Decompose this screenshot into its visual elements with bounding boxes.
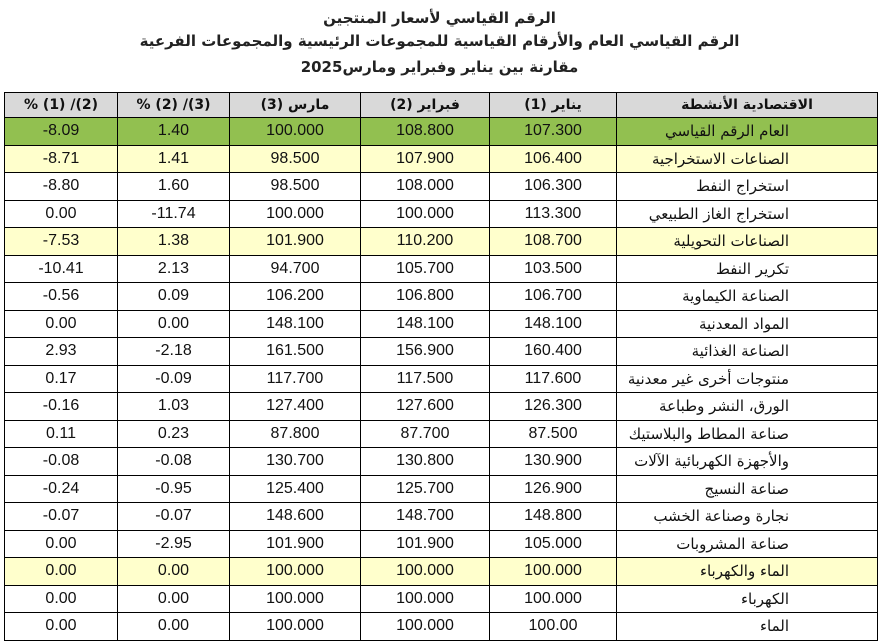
cell-february: 127.600	[361, 393, 490, 421]
cell-january: 148.800	[490, 503, 617, 531]
cell-march: 117.700	[230, 365, 361, 393]
cell-january: 148.100	[490, 310, 617, 338]
table-row	[5, 503, 878, 531]
cell-activity-name: الصناعة الغذائية	[617, 338, 878, 366]
cell-activity-name: العام الرقم القياسي	[617, 118, 878, 146]
cell-february: 108.800	[361, 118, 490, 146]
cell-pct-12: -0.07	[5, 503, 118, 531]
cell-pct-32: -0.07	[118, 503, 230, 531]
cell-pct-32: 1.38	[118, 228, 230, 256]
table-row	[5, 145, 878, 173]
table-row	[5, 338, 878, 366]
report-titles	[0, 0, 879, 80]
cell-march: 148.100	[230, 310, 361, 338]
cell-january: 105.000	[490, 530, 617, 558]
table-row	[5, 530, 878, 558]
cell-pct-32: 0.00	[118, 310, 230, 338]
cell-january: 103.500	[490, 255, 617, 283]
cell-march: 127.400	[230, 393, 361, 421]
cell-january: 100.000	[490, 558, 617, 586]
cell-january: 87.500	[490, 420, 617, 448]
cell-february: 108.000	[361, 173, 490, 201]
cell-february: 148.100	[361, 310, 490, 338]
header-activity: الاقتصادية الأنشطة	[617, 93, 878, 118]
table-row	[5, 310, 878, 338]
cell-pct-12: -0.56	[5, 283, 118, 311]
cell-february: 100.000	[361, 200, 490, 228]
table-row	[5, 228, 878, 256]
report-comparison-title: مقارنة بين يناير وفبراير ومارس2025	[300, 58, 579, 76]
cell-march: 87.800	[230, 420, 361, 448]
cell-pct-32: 0.09	[118, 283, 230, 311]
header-february: فبراير (2)	[361, 93, 490, 118]
table-row	[5, 613, 878, 641]
cell-february: 130.800	[361, 448, 490, 476]
header-march: مارس (3)	[230, 93, 361, 118]
cell-february: 100.000	[361, 613, 490, 641]
cell-pct-32: 0.00	[118, 613, 230, 641]
table-row	[5, 283, 878, 311]
cell-pct-32: 0.00	[118, 585, 230, 613]
table-row	[5, 200, 878, 228]
cell-march: 98.500	[230, 173, 361, 201]
cell-march: 130.700	[230, 448, 361, 476]
cell-january: 130.900	[490, 448, 617, 476]
cell-pct-12: -7.53	[5, 228, 118, 256]
cell-activity-name: الصناعات التحويلية	[617, 228, 878, 256]
table-row	[5, 475, 878, 503]
cell-february: 105.700	[361, 255, 490, 283]
cell-pct-32: 1.60	[118, 173, 230, 201]
cell-pct-32: 2.13	[118, 255, 230, 283]
header-pct-32: % (2) /(3)	[118, 93, 230, 118]
report-title: الرقم القياسي لأسعار المنتجين	[323, 9, 556, 27]
report-subtitle: الرقم القياسي العام والأرقام القياسية للمجموعات الرئيسية والمجموعات الفرعية	[139, 32, 740, 50]
cell-march: 94.700	[230, 255, 361, 283]
header-january: يناير (1)	[490, 93, 617, 118]
cell-pct-12: -8.09	[5, 118, 118, 146]
cell-pct-12: 0.00	[5, 613, 118, 641]
cell-february: 100.000	[361, 585, 490, 613]
cell-pct-32: -11.74	[118, 200, 230, 228]
cell-february: 87.700	[361, 420, 490, 448]
cell-pct-12: -10.41	[5, 255, 118, 283]
cell-february: 101.900	[361, 530, 490, 558]
cell-activity-name: الصناعة الكيماوية	[617, 283, 878, 311]
cell-pct-12: 0.00	[5, 585, 118, 613]
cell-pct-12: 0.00	[5, 200, 118, 228]
cell-march: 106.200	[230, 283, 361, 311]
cell-pct-32: 0.00	[118, 558, 230, 586]
cell-activity-name: منتوجات أخرى غير معدنية	[617, 365, 878, 393]
table-body	[5, 118, 878, 641]
cell-pct-12: -0.08	[5, 448, 118, 476]
table-row	[5, 173, 878, 201]
table-row	[5, 255, 878, 283]
cell-activity-name: استخراج الغاز الطبيعي	[617, 200, 878, 228]
cell-pct-32: 1.03	[118, 393, 230, 421]
cell-february: 125.700	[361, 475, 490, 503]
cell-pct-32: 1.41	[118, 145, 230, 173]
cell-january: 117.600	[490, 365, 617, 393]
cell-march: 161.500	[230, 338, 361, 366]
table-row	[5, 420, 878, 448]
cell-activity-name: والأجهزة الكهربائية الآلات	[617, 448, 878, 476]
cell-activity-name: الصناعات الاستخراجية	[617, 145, 878, 173]
table-row	[5, 448, 878, 476]
cell-january: 108.700	[490, 228, 617, 256]
cell-pct-12: -8.71	[5, 145, 118, 173]
cell-march: 100.000	[230, 200, 361, 228]
cell-january: 106.700	[490, 283, 617, 311]
table-row	[5, 393, 878, 421]
cell-pct-12: 0.00	[5, 558, 118, 586]
cell-march: 125.400	[230, 475, 361, 503]
cell-pct-12: 0.00	[5, 310, 118, 338]
cell-pct-32: -2.18	[118, 338, 230, 366]
cell-pct-32: -2.95	[118, 530, 230, 558]
cell-march: 100.000	[230, 613, 361, 641]
cell-january: 100.00	[490, 613, 617, 641]
cell-march: 100.000	[230, 118, 361, 146]
cell-pct-12: 0.11	[5, 420, 118, 448]
cell-pct-12: 0.17	[5, 365, 118, 393]
cell-pct-32: 1.40	[118, 118, 230, 146]
cell-activity-name: صناعة المطاط والبلاستيك	[617, 420, 878, 448]
cell-march: 98.500	[230, 145, 361, 173]
cell-february: 110.200	[361, 228, 490, 256]
cell-pct-12: -0.24	[5, 475, 118, 503]
table-row	[5, 365, 878, 393]
cell-january: 106.300	[490, 173, 617, 201]
cell-march: 148.600	[230, 503, 361, 531]
cell-activity-name: الماء والكهرباء	[617, 558, 878, 586]
cell-pct-12: -8.80	[5, 173, 118, 201]
cell-march: 100.000	[230, 558, 361, 586]
cell-pct-32: -0.95	[118, 475, 230, 503]
cell-march: 101.900	[230, 530, 361, 558]
table-row	[5, 558, 878, 586]
cell-pct-32: 0.23	[118, 420, 230, 448]
cell-march: 101.900	[230, 228, 361, 256]
cell-activity-name: نجارة وصناعة الخشب	[617, 503, 878, 531]
cell-march: 100.000	[230, 585, 361, 613]
cell-activity-name: الورق، النشر وطباعة	[617, 393, 878, 421]
cell-activity-name: صناعة النسيج	[617, 475, 878, 503]
cell-activity-name: الكهرباء	[617, 585, 878, 613]
cell-january: 126.300	[490, 393, 617, 421]
cell-activity-name: المواد المعدنية	[617, 310, 878, 338]
cell-activity-name: الماء	[617, 613, 878, 641]
cell-pct-32: -0.09	[118, 365, 230, 393]
cell-pct-32: -0.08	[118, 448, 230, 476]
table-row	[5, 118, 878, 146]
cell-january: 106.400	[490, 145, 617, 173]
cell-february: 156.900	[361, 338, 490, 366]
header-pct-12: % (1) /(2)	[5, 93, 118, 118]
table-row	[5, 585, 878, 613]
price-index-table	[4, 92, 878, 641]
cell-february: 148.700	[361, 503, 490, 531]
cell-january: 107.300	[490, 118, 617, 146]
cell-february: 107.900	[361, 145, 490, 173]
cell-pct-12: 2.93	[5, 338, 118, 366]
cell-activity-name: استخراج النفط	[617, 173, 878, 201]
cell-activity-name: تكرير النفط	[617, 255, 878, 283]
cell-january: 113.300	[490, 200, 617, 228]
cell-january: 126.900	[490, 475, 617, 503]
cell-february: 106.800	[361, 283, 490, 311]
table-header-row	[5, 93, 878, 118]
cell-january: 100.000	[490, 585, 617, 613]
cell-pct-12: 0.00	[5, 530, 118, 558]
cell-january: 160.400	[490, 338, 617, 366]
cell-february: 117.500	[361, 365, 490, 393]
cell-pct-12: -0.16	[5, 393, 118, 421]
cell-february: 100.000	[361, 558, 490, 586]
cell-activity-name: صناعة المشروبات	[617, 530, 878, 558]
